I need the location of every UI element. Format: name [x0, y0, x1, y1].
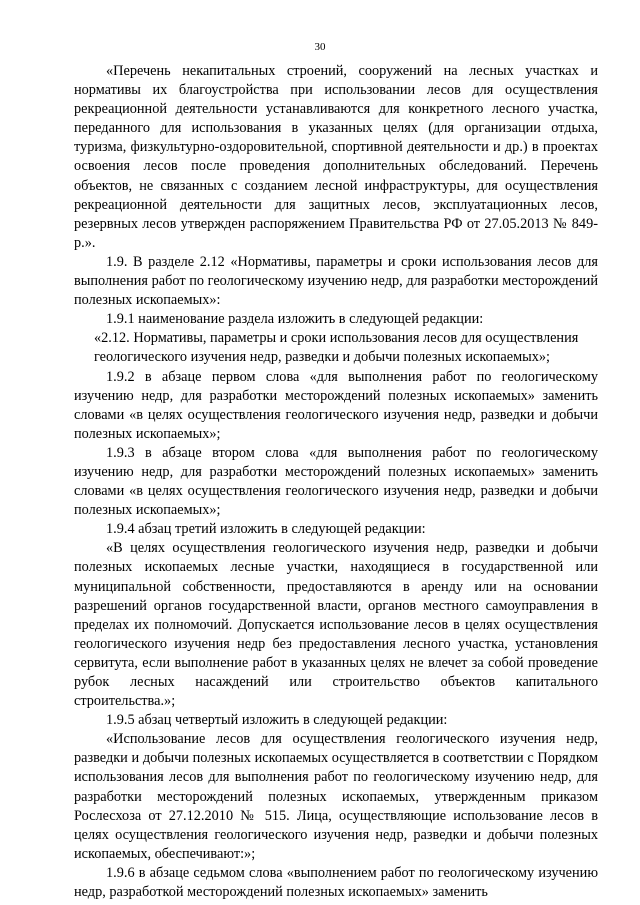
paragraph-third-abzac-quote: «В целях осуществления геологического изучения недр, разведки и добычи полезных ископаемых лесные участки, находящиеся в государственной или муниципальной собственности, предоставляются в аренду или на основании разрешений органов государственной власти, органов местного самоуправления в пределах их полномочий. Допускается использование лесов в целях осуществления геологического изучения недр без предоставления лесного участка, установления сервитута, если выполнение работ в указанных целях не влечет за собой проведение рубок лесных насаждений или строительство объектов капитального строительства.»; — [74, 540, 598, 710]
paragraph-recreation-quote: «Перечень некапитальных строений, сооружений на лесных участках и нормативы их благоустройства при использовании лесов для осуществления рекреационной деятельности устанавливаются для конкретного лесного участка, переданного для использования в указанных целях (для организации отдыха, туризма, физкультурно-оздоровительной, спортивной деятельности и др.) в проектах освоения лесов после проведения дополнительных обследований. Перечень объектов, не связанных с созданием лесной инфраструктуры, для осуществления рекреационной деятельности для защитных лесов, эксплуатационных лесов, резервных лесов утвержден распоряжением Правительства РФ от 27.05.2013 № 849-р.». — [74, 63, 598, 251]
paragraph-item-1-9-2: 1.9.2 в абзаце первом слова «для выполнения работ по геологическому изучению недр, для разработки месторождений полезных ископаемых» заменить словами «в целях осуществления геологического изучения недр, разведки и добычи полезных ископаемых»; — [74, 368, 598, 442]
paragraph-item-1-9-3: 1.9.3 в абзаце втором слова «для выполнения работ по геологическому изучению недр, для разработки месторождений полезных ископаемых» заменить словами «в целях осуществления геологического изучения недр, разведки и добычи полезных ископаемых»; — [74, 444, 598, 519]
paragraph-section-title-quote: «2.12. Нормативы, параметры и сроки использования лесов для осуществления геологического изучения недр, разведки и добычи полезных ископаемых»; — [94, 330, 579, 366]
page-number: 30 — [314, 41, 326, 53]
paragraph-item-1-9-4: 1.9.4 абзац третий изложить в следующей редакции: — [106, 521, 426, 538]
paragraph-item-1-9: 1.9. В разделе 2.12 «Нормативы, параметры и сроки использования лесов для выполнения работ по геологическому изучению недр, для разработки месторождений полезных ископаемых»: — [74, 253, 598, 309]
paragraph-item-1-9-6: 1.9.6 в абзаце седьмом слова «выполнением работ по геологическому изучению недр, разработкой месторождений полезных ископаемых» заменить — [74, 864, 598, 901]
paragraph-item-1-9-5: 1.9.5 абзац четвертый изложить в следующей редакции: — [106, 712, 448, 729]
paragraph-fourth-abzac-quote: «Использование лесов для осуществления геологического изучения недр, разведки и добычи полезных ископаемых осуществляется в соответствии с Порядком использования лесов для выполнения работ по геологическому изучению недр, для разработки месторождений полезных ископаемых, утвержденным приказом Рослесхоза от 27.12.2010 № 515. Лица, осуществляющие использование лесов в целях осуществления геологического изучения недр, разведки и добычи полезных ископаемых, обеспечивают:»; — [74, 731, 598, 862]
document-body — [74, 62, 598, 902]
paragraph-item-1-9-1: 1.9.1 наименование раздела изложить в следующей редакции: — [106, 311, 484, 328]
